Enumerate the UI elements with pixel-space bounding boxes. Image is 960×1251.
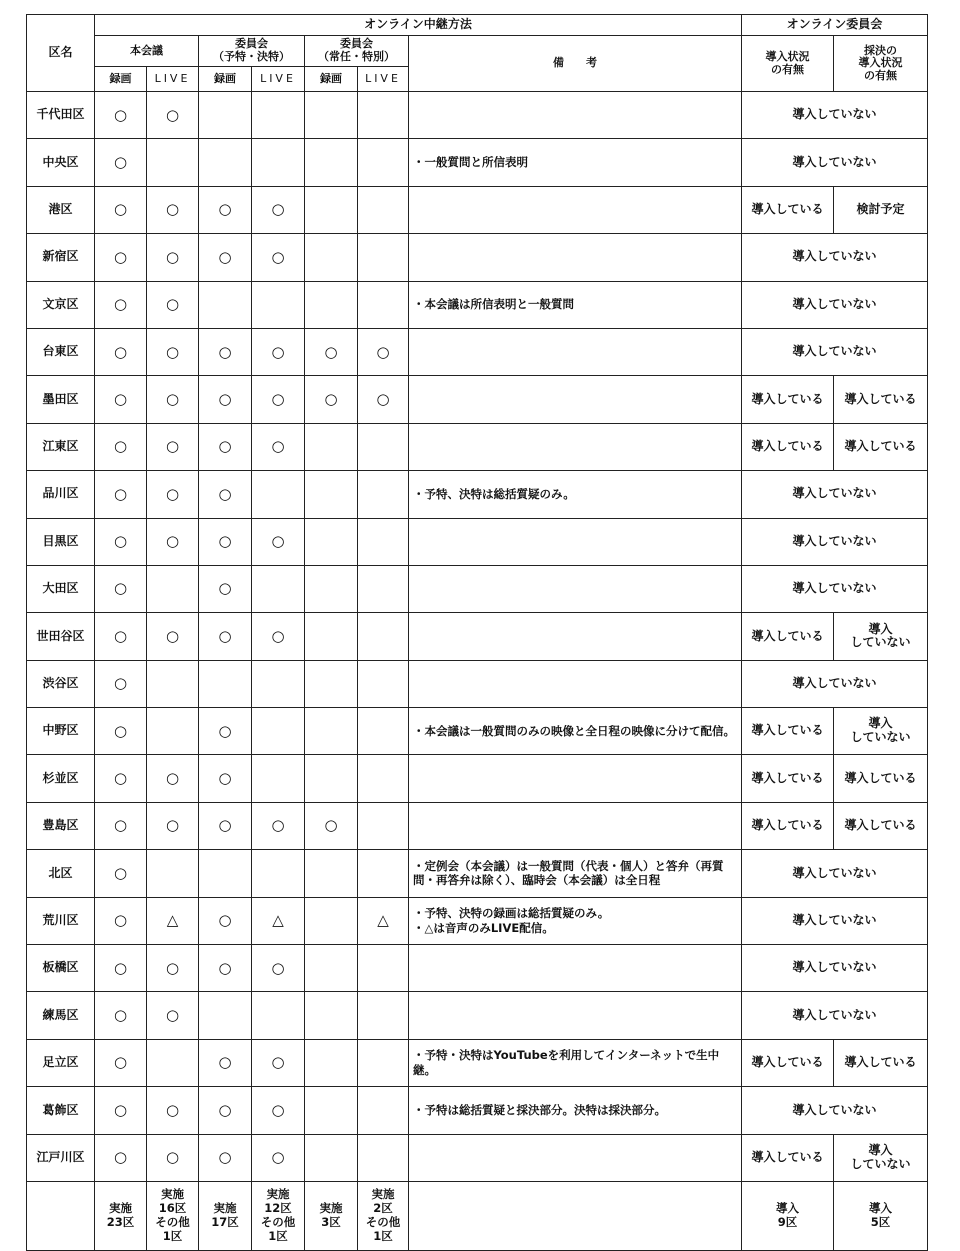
standing-recording-cell [305,613,358,660]
plenary-recording-header: 録画 [95,67,147,92]
standing-live-cell [358,755,409,802]
vote-status-cell: 導入している [834,755,928,802]
budget-live-cell: ○ [252,1087,305,1134]
budget-recording-cell: ○ [199,1039,252,1086]
table-row [27,328,928,375]
budget-live-cell [252,565,305,612]
ward-column-header: 区名 [27,15,95,92]
ward-name-cell: 目黒区 [27,518,95,565]
vote-status-cell: 導入 していない [834,1134,928,1181]
table-row [27,945,928,992]
budget-recording-cell: ○ [199,376,252,423]
plenary-live-cell: ○ [147,186,199,233]
table-row [27,1039,928,1086]
standing-live-header: LIVE [358,67,409,92]
budget-recording-cell: ○ [199,186,252,233]
standing-recording-cell [305,139,358,186]
budget-live-cell [252,139,305,186]
adoption-status-cell: 導入していない [742,897,928,944]
budget-recording-cell: ○ [199,518,252,565]
budget-live-cell [252,708,305,755]
budget-live-cell: ○ [252,1134,305,1181]
budget-live-cell: ○ [252,945,305,992]
budget-live-cell: ○ [252,802,305,849]
budget-live-cell [252,755,305,802]
plenary-live-cell [147,1039,199,1086]
standing-recording-cell [305,1039,358,1086]
ward-name-cell: 葛飾区 [27,1087,95,1134]
remarks-cell [409,1134,742,1181]
table-row [27,471,928,518]
standing-live-cell [358,1134,409,1181]
budget-live-cell: ○ [252,423,305,470]
plenary-recording-cell: ○ [95,423,147,470]
adoption-status-cell: 導入している [742,613,834,660]
remarks-cell [409,755,742,802]
plenary-live-header: LIVE [147,67,199,92]
standing-live-cell [358,613,409,660]
table-row [27,186,928,233]
remarks-cell: ・定例会（本会議）は一般質問（代表・個人）と答弁（再質問・再答弁は除く）、臨時会（本会議）は全日程 [409,850,742,897]
ward-broadcast-table-sheet [26,14,928,1251]
remarks-cell: ・本会議は一般質問のみの映像と全日程の映像に分けて配信。 [409,708,742,755]
plenary-recording-cell: ○ [95,471,147,518]
standing-recording-cell [305,186,358,233]
standing-recording-cell [305,850,358,897]
budget-recording-cell [199,139,252,186]
table-row [27,518,928,565]
plenary-header: 本会議 [95,36,199,67]
adoption-status-cell: 導入している [742,376,834,423]
plenary-live-cell: ○ [147,234,199,281]
plenary-recording-cell: ○ [95,376,147,423]
standing-live-cell [358,186,409,233]
plenary-recording-cell: ○ [95,708,147,755]
adoption-status-cell: 導入していない [742,660,928,707]
adoption-status-cell: 導入していない [742,518,928,565]
remarks-header: 備 考 [409,36,742,92]
remarks-cell [409,802,742,849]
standing-live-cell [358,471,409,518]
budget-live-cell: △ [252,897,305,944]
budget-live-cell: ○ [252,613,305,660]
plenary-recording-cell: ○ [95,992,147,1039]
summary-standing-recording: 実施 3区 [305,1181,358,1250]
standing-recording-cell [305,92,358,139]
standing-live-cell [358,992,409,1039]
standing-live-cell [358,1039,409,1086]
plenary-live-cell: ○ [147,518,199,565]
remarks-cell: ・予特・決特はYouTubeを利用してインターネットで生中継。 [409,1039,742,1086]
standing-recording-cell: ○ [305,376,358,423]
budget-recording-cell: ○ [199,1087,252,1134]
ward-name-cell: 豊島区 [27,802,95,849]
plenary-live-cell: ○ [147,992,199,1039]
standing-live-cell [358,802,409,849]
summary-standing-live: 実施 2区 その他 1区 [358,1181,409,1250]
table-body [27,92,928,1182]
budget-live-cell: ○ [252,234,305,281]
budget-live-cell: ○ [252,518,305,565]
plenary-recording-cell: ○ [95,565,147,612]
standing-live-cell [358,565,409,612]
standing-committee-header: 委員会 （常任・特別） [305,36,409,67]
standing-live-cell: △ [358,897,409,944]
adoption-status-cell: 導入していない [742,565,928,612]
table-row [27,423,928,470]
remarks-cell: ・一般質問と所信表明 [409,139,742,186]
standing-recording-cell [305,565,358,612]
remarks-cell [409,518,742,565]
budget-recording-cell: ○ [199,755,252,802]
remarks-cell [409,376,742,423]
summary-adoption-count: 導入 9区 [742,1181,834,1250]
plenary-recording-cell: ○ [95,755,147,802]
vote-status-cell: 検討予定 [834,186,928,233]
ward-name-cell: 台東区 [27,328,95,375]
plenary-live-cell: ○ [147,1087,199,1134]
budget-recording-cell [199,660,252,707]
ward-name-cell: 品川区 [27,471,95,518]
adoption-status-cell: 導入していない [742,471,928,518]
plenary-recording-cell: ○ [95,613,147,660]
ward-name-cell: 新宿区 [27,234,95,281]
budget-recording-cell: ○ [199,328,252,375]
standing-recording-cell [305,755,358,802]
plenary-live-cell: ○ [147,328,199,375]
standing-live-cell [358,518,409,565]
table-row [27,708,928,755]
budget-recording-cell: ○ [199,945,252,992]
summary-row [27,1181,928,1250]
adoption-status-header: 導入状況 の有無 [742,36,834,92]
standing-recording-cell [305,518,358,565]
remarks-cell [409,992,742,1039]
table-row [27,1134,928,1181]
summary-plenary-live: 実施 16区 その他 1区 [147,1181,199,1250]
remarks-cell [409,660,742,707]
plenary-live-cell [147,708,199,755]
ward-name-cell: 千代田区 [27,92,95,139]
online-method-header: オンライン中継方法 [95,15,742,36]
budget-committee-header: 委員会 （予特・決特） [199,36,305,67]
ward-name-cell: 杉並区 [27,755,95,802]
plenary-recording-cell: ○ [95,1087,147,1134]
summary-vote-count: 導入 5区 [834,1181,928,1250]
remarks-cell [409,613,742,660]
adoption-status-cell: 導入している [742,755,834,802]
standing-recording-cell [305,897,358,944]
ward-name-cell: 渋谷区 [27,660,95,707]
budget-recording-cell: ○ [199,897,252,944]
adoption-status-cell: 導入していない [742,234,928,281]
plenary-live-cell [147,660,199,707]
plenary-live-cell: ○ [147,423,199,470]
standing-live-cell [358,234,409,281]
plenary-live-cell: ○ [147,755,199,802]
ward-name-cell: 江東区 [27,423,95,470]
ward-name-cell: 墨田区 [27,376,95,423]
plenary-recording-cell: ○ [95,850,147,897]
plenary-recording-cell: ○ [95,186,147,233]
adoption-status-cell: 導入していない [742,1087,928,1134]
ward-broadcast-table [26,14,928,1251]
standing-live-cell [358,660,409,707]
standing-live-cell [358,945,409,992]
standing-recording-cell [305,281,358,328]
standing-recording-cell [305,234,358,281]
ward-name-cell: 大田区 [27,565,95,612]
table-row [27,92,928,139]
ward-name-cell: 世田谷区 [27,613,95,660]
standing-recording-cell: ○ [305,802,358,849]
budget-recording-cell: ○ [199,613,252,660]
vote-status-header: 採決の 導入状況 の有無 [834,36,928,92]
plenary-recording-cell: ○ [95,660,147,707]
table-row [27,234,928,281]
plenary-recording-cell: ○ [95,234,147,281]
standing-live-cell [358,92,409,139]
adoption-status-cell: 導入している [742,802,834,849]
standing-recording-cell [305,1087,358,1134]
plenary-recording-cell: ○ [95,328,147,375]
adoption-status-cell: 導入していない [742,945,928,992]
plenary-recording-cell: ○ [95,281,147,328]
standing-recording-cell [305,992,358,1039]
ward-name-cell: 港区 [27,186,95,233]
plenary-live-cell: ○ [147,376,199,423]
ward-name-cell: 文京区 [27,281,95,328]
vote-status-cell: 導入している [834,1039,928,1086]
budget-live-cell [252,281,305,328]
budget-live-header: LIVE [252,67,305,92]
remarks-cell [409,328,742,375]
table-row [27,613,928,660]
ward-name-cell: 荒川区 [27,897,95,944]
adoption-status-cell: 導入していない [742,850,928,897]
budget-recording-cell: ○ [199,234,252,281]
adoption-status-cell: 導入していない [742,139,928,186]
plenary-live-cell [147,565,199,612]
summary-plenary-recording: 実施 23区 [95,1181,147,1250]
budget-live-cell [252,992,305,1039]
ward-name-cell: 板橋区 [27,945,95,992]
budget-recording-cell [199,850,252,897]
budget-live-cell [252,850,305,897]
plenary-live-cell: ○ [147,92,199,139]
budget-recording-cell [199,992,252,1039]
standing-live-cell [358,850,409,897]
adoption-status-cell: 導入している [742,1039,834,1086]
vote-status-cell: 導入 していない [834,613,928,660]
plenary-live-cell: ○ [147,1134,199,1181]
remarks-cell [409,92,742,139]
adoption-status-cell: 導入していない [742,92,928,139]
ward-name-cell: 練馬区 [27,992,95,1039]
table-row [27,376,928,423]
plenary-recording-cell: ○ [95,1134,147,1181]
plenary-live-cell: ○ [147,613,199,660]
standing-live-cell [358,139,409,186]
plenary-live-cell: ○ [147,281,199,328]
plenary-recording-cell: ○ [95,802,147,849]
summary-remarks-cell [409,1181,742,1250]
budget-recording-cell: ○ [199,708,252,755]
plenary-recording-cell: ○ [95,1039,147,1086]
standing-recording-cell [305,660,358,707]
table-row [27,565,928,612]
adoption-status-cell: 導入している [742,423,834,470]
budget-recording-cell: ○ [199,471,252,518]
plenary-recording-cell: ○ [95,139,147,186]
remarks-cell: ・予特、決特は総括質疑のみ。 [409,471,742,518]
table-row [27,992,928,1039]
vote-status-cell: 導入 していない [834,708,928,755]
budget-recording-cell: ○ [199,802,252,849]
budget-live-cell [252,660,305,707]
ward-name-cell: 中央区 [27,139,95,186]
standing-live-cell: ○ [358,376,409,423]
standing-recording-cell [305,471,358,518]
budget-live-cell: ○ [252,376,305,423]
plenary-recording-cell: ○ [95,897,147,944]
standing-recording-cell [305,423,358,470]
remarks-cell: ・予特、決特の録画は総括質疑のみ。 ・△は音声のみLIVE配信。 [409,897,742,944]
remarks-cell [409,565,742,612]
adoption-status-cell: 導入していない [742,281,928,328]
table-row [27,660,928,707]
plenary-live-cell [147,850,199,897]
remarks-cell: ・本会議は所信表明と一般質問 [409,281,742,328]
summary-label-cell [27,1181,95,1250]
summary-budget-recording: 実施 17区 [199,1181,252,1250]
standing-live-cell [358,281,409,328]
ward-name-cell: 足立区 [27,1039,95,1086]
budget-recording-cell: ○ [199,423,252,470]
standing-recording-cell [305,1134,358,1181]
standing-recording-header: 録画 [305,67,358,92]
ward-name-cell: 中野区 [27,708,95,755]
budget-live-cell [252,471,305,518]
online-committee-header: オンライン委員会 [742,15,928,36]
remarks-cell: ・予特は総括質疑と採決部分。決特は採決部分。 [409,1087,742,1134]
ward-name-cell: 北区 [27,850,95,897]
standing-recording-cell: ○ [305,328,358,375]
plenary-recording-cell: ○ [95,945,147,992]
budget-recording-cell: ○ [199,565,252,612]
vote-status-cell: 導入している [834,802,928,849]
standing-recording-cell [305,945,358,992]
adoption-status-cell: 導入している [742,708,834,755]
remarks-cell [409,423,742,470]
plenary-live-cell: ○ [147,945,199,992]
table-row [27,755,928,802]
budget-live-cell: ○ [252,1039,305,1086]
table-row [27,850,928,897]
budget-live-cell [252,92,305,139]
table-row [27,897,928,944]
budget-recording-header: 録画 [199,67,252,92]
summary-budget-live: 実施 12区 その他 1区 [252,1181,305,1250]
table-row [27,139,928,186]
plenary-live-cell [147,139,199,186]
standing-live-cell [358,423,409,470]
plenary-recording-cell: ○ [95,92,147,139]
budget-recording-cell [199,92,252,139]
plenary-live-cell: ○ [147,802,199,849]
standing-live-cell: ○ [358,328,409,375]
standing-recording-cell [305,708,358,755]
ward-name-cell: 江戸川区 [27,1134,95,1181]
vote-status-cell: 導入している [834,376,928,423]
budget-live-cell: ○ [252,328,305,375]
adoption-status-cell: 導入している [742,1134,834,1181]
vote-status-cell: 導入している [834,423,928,470]
table-row [27,1087,928,1134]
budget-live-cell: ○ [252,186,305,233]
remarks-cell [409,945,742,992]
budget-recording-cell [199,281,252,328]
budget-recording-cell: ○ [199,1134,252,1181]
table-row [27,281,928,328]
table-row [27,802,928,849]
plenary-live-cell: ○ [147,471,199,518]
adoption-status-cell: 導入していない [742,992,928,1039]
standing-live-cell [358,1087,409,1134]
plenary-live-cell: △ [147,897,199,944]
adoption-status-cell: 導入している [742,186,834,233]
remarks-cell [409,186,742,233]
adoption-status-cell: 導入していない [742,328,928,375]
plenary-recording-cell: ○ [95,518,147,565]
standing-live-cell [358,708,409,755]
remarks-cell [409,234,742,281]
